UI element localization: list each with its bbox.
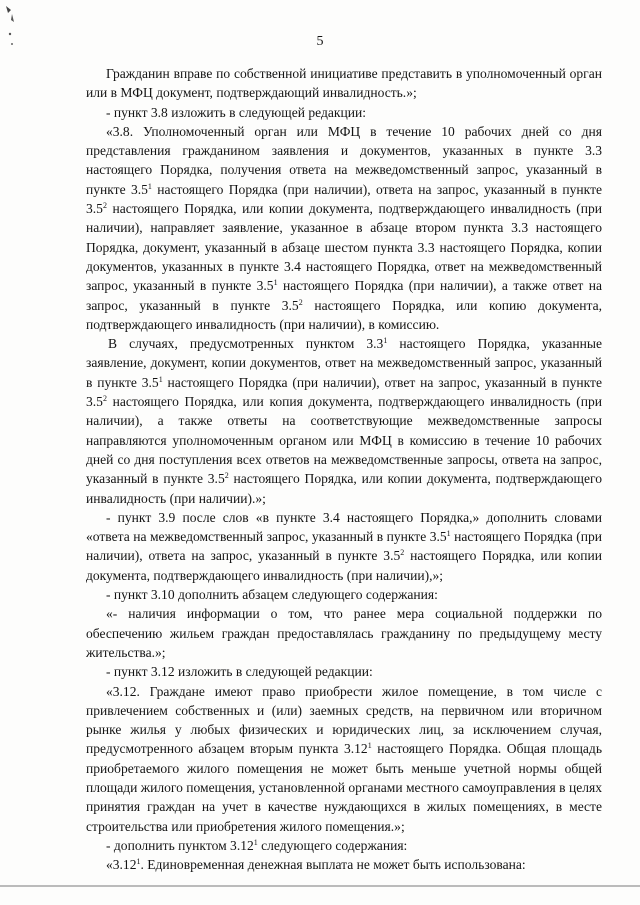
superscript-index: 2 (102, 201, 107, 211)
superscript-index: 1 (273, 278, 278, 288)
paragraph (86, 334, 602, 508)
text-run: - пункт 3.10 дополнить абзацем следующего содержания: (106, 587, 438, 603)
text-run: - пункт 3.12 изложить в следующей редакции: (106, 664, 373, 680)
text-run: настоящего Порядка (при наличии), ответ на запрос, указанный в пункте 3.5 (86, 374, 602, 410)
text-run: следующего содержания: (257, 837, 408, 853)
text-run: - пункт 3.8 изложить в следующей редакции: (106, 104, 366, 120)
text-run: настоящего Порядка, или копию документа, подтверждающего инвалидность (при наличии), в комиссию. (86, 297, 602, 332)
text-run: - пункт 3.9 после слов «в пункте 3.4 настоящего Порядка,» дополнить словами «ответа на межведомственный запрос, указанный в пункте 3.5 (86, 509, 602, 545)
paragraph (86, 103, 602, 122)
text-run: настоящего Порядка (при наличии), ответа на запрос, указанный в пункте 3.5 (86, 181, 602, 217)
superscript-index: 2 (102, 394, 107, 404)
text-run: «- наличия информации о том, что ранее мера социальной поддержки по обеспечению жильем граждан предоставлялась гражданину по предыдущему месту жительства.»; (86, 606, 602, 660)
text-run: . Единовременная денежная выплата не может быть использована: (140, 857, 526, 873)
superscript-index: 1 (446, 529, 451, 539)
document-body (86, 64, 602, 874)
text-run: В случаях, предусмотренных пунктом 3.3 (108, 336, 384, 352)
paragraph (86, 585, 602, 604)
superscript-index: 2 (400, 548, 405, 558)
superscript-index: 1 (147, 181, 152, 191)
text-run: настоящего Порядка, указанные заявление, документ, копии документов, ответ на межведомственный запрос, указанный в пункте 3.5 (86, 336, 602, 390)
paragraph (86, 682, 602, 836)
text-run: настоящего Порядка, или копия документа, подтверждающего инвалидность (при наличии), а также ответы на соответствующие межведомственные запросы направляются уполномоченным органом или МФЦ в комиссию в течение 10 рабочих дней со дня поступления всех ответов на межведомственные запросы, ответа на запрос, указанный в пункте 3.5 (86, 394, 602, 487)
superscript-index: 1 (367, 741, 372, 751)
text-run: «3.8. Уполномоченный орган или МФЦ в течение 10 рабочих дней со дня представления гражданином заявления и документов, указанных в пункте 3.3 настоящего Порядка, получения ответа на межведомственный запрос, указанный в пункте 3.5 (86, 123, 602, 197)
superscript-index: 1 (158, 374, 163, 384)
superscript-index: 2 (298, 297, 303, 307)
paragraph (86, 508, 602, 585)
text-run: настоящего Порядка, или копии документа, подтверждающего инвалидность (при наличии).»; (86, 471, 602, 506)
text-run: - дополнить пунктом 3.12 (106, 837, 254, 853)
scan-edge-line (0, 885, 640, 887)
paragraph (86, 662, 602, 681)
paragraph (86, 122, 602, 334)
paragraph (86, 604, 602, 662)
paragraph (86, 64, 602, 103)
text-run: настоящего Порядка, или копии документа, подтверждающего инвалидность (при наличии),»; (86, 548, 602, 583)
text-run: настоящего Порядка, или копии документа, подтверждающего инвалидность (при наличии), направляет заявление, указанное в абзаце втором пункта 3.3 настоящего Порядка, документ, указанный в абзаце шестом пункта 3.3 настоящего Порядка, копии документов, указанных в пункте 3.4 настоящего Порядка, ответ на межведомственный запрос, указанный в пункте 3.5 (86, 201, 602, 294)
superscript-index: 1 (383, 336, 388, 346)
text-run: настоящего Порядка. Общая площадь приобретаемого жилого помещения не может быть меньше учетной нормы общей площади жилого помещения, установленной органами местного самоуправления в целях принятия граждан на учет в качестве нуждающихся в жилых помещениях, в месте строительства или приобретения жилого помещения.»; (86, 741, 602, 834)
superscript-index: 1 (136, 857, 141, 867)
text-run: Гражданин вправе по собственной инициативе представить в уполномоченный орган или в МФЦ документ, подтверждающий инвалидность.»; (86, 66, 602, 101)
text-run: «3.12. Граждане имеют право приобрести жилое помещение, в том числе с привлечением собственных и (или) заемных средств, на первичном или вторичном рынке жилья у любых физических и юридических лиц, за исключением случая, предусмотренного абзацем вторым пункта 3.12 (86, 683, 602, 757)
paragraph (86, 855, 602, 874)
text-run: настоящего Порядка (при наличии), ответа на запрос, указанный в пункте 3.5 (86, 529, 602, 564)
text-run: «3.12 (106, 857, 137, 873)
superscript-index: 2 (224, 471, 229, 481)
paragraph (86, 836, 602, 855)
page-number: 5 (316, 34, 324, 49)
text-run: настоящего Порядка (при наличии), а также ответ на запрос, указанный в пункте 3.5 (86, 278, 602, 313)
superscript-index: 1 (253, 837, 258, 847)
